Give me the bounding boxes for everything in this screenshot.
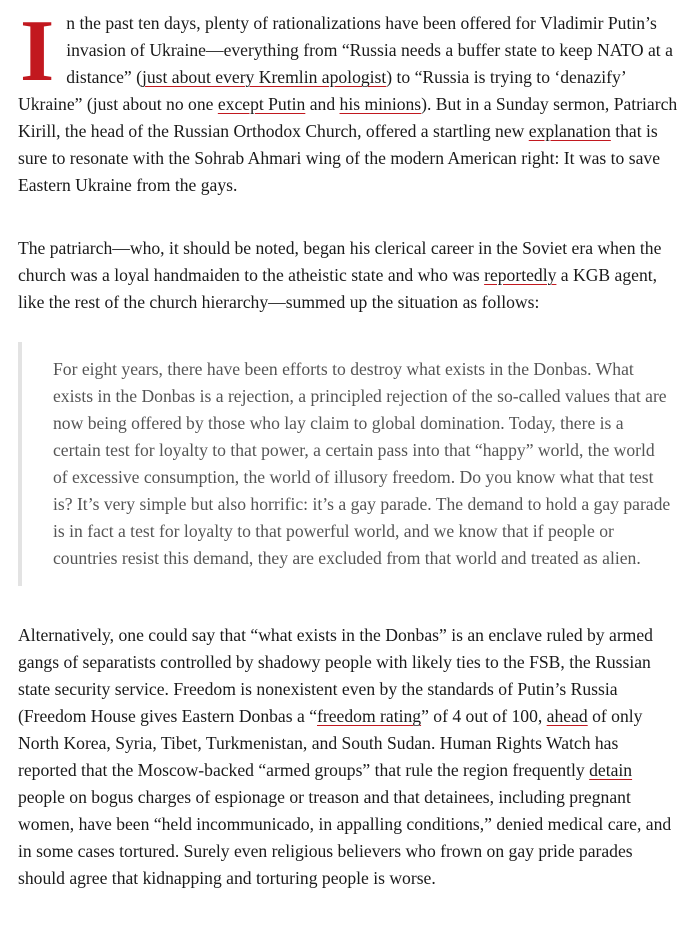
paragraph-text: Alternatively, one could say that “what exists in the Donbas” is an enclave ruled by armed gangs of separatists controlled by shadowy people with likely ties to the FSB, the Russian state security service. Freedom is nonexistent even by the standards of Putin’s Russia (Freedom House gives Eastern Donbas a “ <box>18 625 653 726</box>
link-except-putin[interactable]: except Putin <box>217 94 306 114</box>
article-paragraph-3 <box>18 622 680 892</box>
paragraph-text: The patriarch—who, it should be noted, began his clerical career in the Soviet era when the church was a loyal handmaiden to the atheistic state and who was <box>18 238 662 285</box>
article-paragraph-1 <box>18 3 680 199</box>
link-reportedly[interactable]: reportedly <box>484 265 557 285</box>
article-body <box>18 3 680 892</box>
link-his-minions[interactable]: his minions <box>339 94 422 114</box>
quote-text: For eight years, there have been efforts to destroy what exists in the Donbas. What exists in the Donbas is a rejection, a principled rejection of the so-called values that are now being offered by those who lay claim to global domination. Today, there is a certain test for loyalty to that power, a certain pass into that “happy” world, the world of excessive consumption, the world of illusory freedom. Do you know what that test is? It’s very simple but also horrific: it’s a gay parade. The demand to hold a gay parade is in fact a test for loyalty to that powerful world, and we know that if people or countries resist this demand, they are excluded from that world and treated as alien. <box>53 359 671 568</box>
paragraph-text: a KGB agent, like the rest of the church hierarchy—summed up the situation as follows: <box>18 265 658 312</box>
block-quote <box>18 342 680 586</box>
link-freedom-rating[interactable]: freedom rating <box>317 706 422 726</box>
paragraph-text: n the past ten days, plenty of rationalizations have been offered for Vladimir Putin’s invasion of Ukraine—everything from “Russia needs a buffer state to keep NATO at a distance” ( <box>66 13 673 87</box>
drop-cap: I <box>20 3 55 100</box>
link-detain[interactable]: detain <box>589 760 633 780</box>
article-paragraph-2 <box>18 235 680 316</box>
link-explanation[interactable]: explanation <box>528 121 611 141</box>
paragraph-text: that is sure to resonate with the Sohrab Ahmari wing of the modern American right: It was to save Eastern Ukraine from the gays. <box>18 121 661 195</box>
paragraph-text: people on bogus charges of espionage or treason and that detainees, including pregnant women, have been “held incommunicado, in appalling conditions,” denied medical care, and in some cases tortured. Surely even religious believers who frown on gay pride parades should agree that kidnapping and torturing people is worse. <box>18 787 672 888</box>
paragraph-text: ) to “Russia is trying to ‘denazify’ Ukraine” (just about no one <box>18 67 626 114</box>
link-ahead[interactable]: ahead <box>546 706 588 726</box>
paragraph-text: ” of 4 out of 100, <box>421 706 547 726</box>
paragraph-text: of only North Korea, Syria, Tibet, Turkmenistan, and South Sudan. Human Rights Watch has reported that the Moscow-backed “armed groups” that rule the region frequently <box>18 706 643 780</box>
paragraph-text: ). But in a Sunday sermon, Patriarch Kirill, the head of the Russian Orthodox Church, offered a startling new <box>18 94 678 141</box>
link-kremlin-apologist[interactable]: just about every Kremlin apologist <box>141 67 387 87</box>
paragraph-text: and <box>305 94 340 114</box>
